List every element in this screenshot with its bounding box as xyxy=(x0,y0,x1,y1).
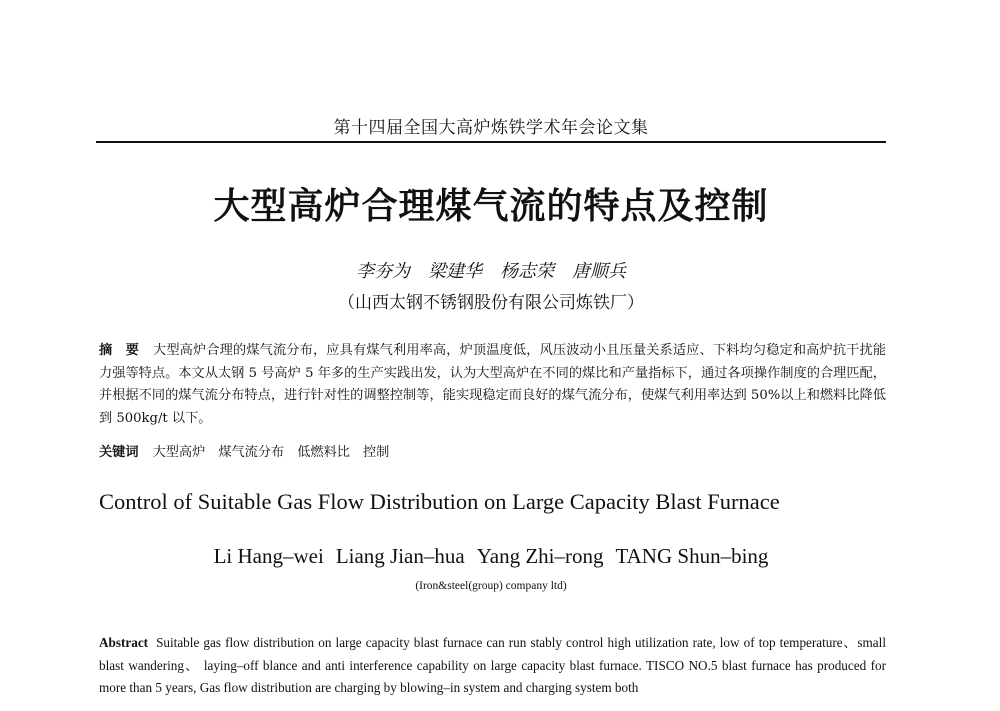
keyword: 煤气流分布 xyxy=(218,445,285,460)
keyword: 控制 xyxy=(363,445,390,460)
english-abstract xyxy=(99,632,886,700)
chinese-authors xyxy=(96,257,886,283)
english-title: Control of Suitable Gas Flow Distribution on Large Capacity Blast Furnace xyxy=(99,489,780,514)
chinese-abstract-text: 大型高炉合理的煤气流分布，应具有煤气利用率高，炉顶温度低，风压波动小且压量关系适应、下料均匀稳定和高炉抗干扰能力强等特点。本文从太钢 5 号高炉 5 年多的生产实践出发，认为大型高炉在不同的煤比和产量指标下，通过各项操作制度的合理匹配，并根据不同的煤气流分布特点，进行针对性的调整控制等，能实现稳定而良好的煤气流分布，使煤气利用率达到 50%以上和燃料比降低到 500kg/t 以下。 xyxy=(99,343,887,426)
chinese-author: 李夯为 xyxy=(356,261,410,282)
chinese-affiliation: （山西太钢不锈钢股份有限公司炼铁厂） xyxy=(338,293,644,313)
chinese-author: 唐顺兵 xyxy=(572,261,626,282)
chinese-abstract-label: 摘 要 xyxy=(99,343,139,358)
chinese-title: 大型高炉合理煤气流的特点及控制 xyxy=(213,186,769,227)
keyword: 低燃料比 xyxy=(297,445,350,460)
chinese-author: 梁建华 xyxy=(428,261,482,282)
english-abstract-text: Suitable gas flow distribution on large capacity blast furnace can run stably control high utilization rate, low of top temperature、small blast wandering、 laying–off blance and anti interference capability on large capacity blast furnace. TISCO NO.5 blast furnace has produced for more than 5 years, Gas flow distribution are charging by blowing–in system and charging system both xyxy=(99,635,886,695)
running-header: 第十四届全国大高炉炼铁学术年会论文集 xyxy=(333,118,649,138)
chinese-keywords-label: 关键词 xyxy=(99,445,139,460)
english-author: Liang Jian–hua xyxy=(335,544,465,568)
english-author: Li Hang–wei xyxy=(213,544,324,568)
english-abstract-label: Abstract xyxy=(99,635,149,650)
header-divider xyxy=(96,141,886,143)
english-author: Yang Zhi–rong xyxy=(476,544,604,568)
english-author: TANG Shun–bing xyxy=(615,544,769,568)
english-authors xyxy=(96,544,886,569)
chinese-author: 杨志荣 xyxy=(500,261,554,282)
english-affiliation: (Iron&steel(group) company ltd) xyxy=(415,580,567,592)
chinese-keywords xyxy=(99,441,886,460)
chinese-abstract xyxy=(99,340,886,430)
keyword: 大型高炉 xyxy=(152,445,206,460)
